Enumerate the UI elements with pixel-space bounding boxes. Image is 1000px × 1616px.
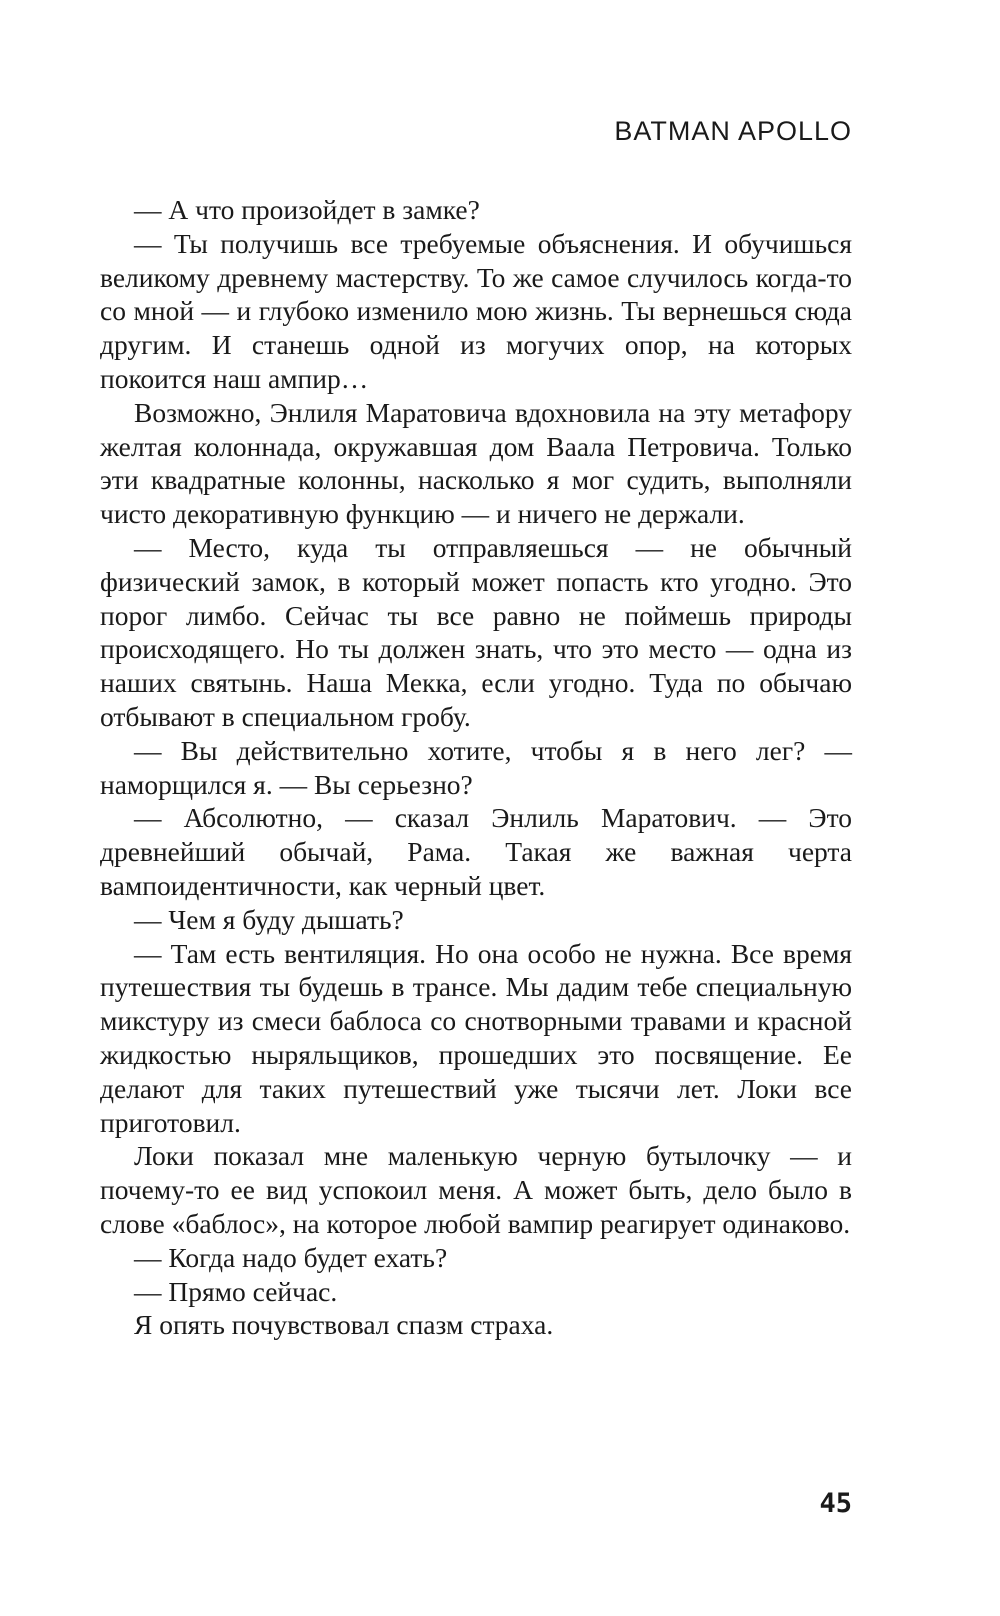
body-text bbox=[100, 193, 852, 1342]
paragraph: — Прямо сейчас. bbox=[134, 1275, 338, 1307]
paragraph: Я опять почувствовал спазм страха. bbox=[134, 1309, 554, 1341]
paragraph: — Место, куда ты отправляешься — не обычный физический замок, в который может попасть кто угодно. Это порог лимбо. Сейчас ты все равно не поймешь природы происходящего. Но ты должен знать, что это место — одна из наших святынь. Наша Мекка, если угодно. Туда по обычаю отбывают в специальном гробу. bbox=[100, 531, 852, 732]
paragraph: — Чем я буду дышать? bbox=[134, 903, 404, 935]
paragraph: — Ты получишь все требуемые объяснения. И обучишься великому древнему мастерству. То же самое случилось когда-то со мной — и глубоко изменило мою жизнь. Ты вернешься сюда другим. И станешь одной из могучих опор, на которых покоится наш ампир… bbox=[100, 227, 852, 394]
page-number: 45 bbox=[819, 1488, 852, 1519]
paragraph: — А что произойдет в замке? bbox=[134, 194, 480, 225]
paragraph: — Там есть вентиляция. Но она особо не нужна. Все время путешествия ты будешь в трансе. Мы дадим тебе специальную микстуру из смеси баблоса со снотворными травами и красной жидкостью ныряльщиков, прошедших это посвящение. Ее делают для таких путешествий уже тысячи лет. Локи все приготовил. bbox=[100, 937, 852, 1138]
paragraph: — Вы действительно хотите, чтобы я в него лег? — наморщился я. — Вы серьезно? bbox=[100, 734, 852, 800]
paragraph: — Абсолютно, — сказал Энлиль Маратович. — Это древнейший обычай, Рама. Такая же важная черта вампоидентичности, как черный цвет. bbox=[100, 802, 852, 901]
running-head: BATMAN APOLLO bbox=[614, 116, 852, 146]
paragraph: Локи показал мне маленькую черную бутылочку — и почему-то ее вид успокоил меня. А может быть, дело было в слове «баблос», на которое любой вампир реагирует одинаково. bbox=[100, 1140, 852, 1239]
paragraph: Возможно, Энлиля Маратовича вдохновила на эту метафору желтая колоннада, окружавшая дом Ваала Петровича. Только эти квадратные колонны, насколько я мог судить, выполняли чисто декоративную функцию — и ничего не держали. bbox=[100, 396, 852, 530]
paragraph: — Когда надо будет ехать? bbox=[134, 1241, 448, 1273]
